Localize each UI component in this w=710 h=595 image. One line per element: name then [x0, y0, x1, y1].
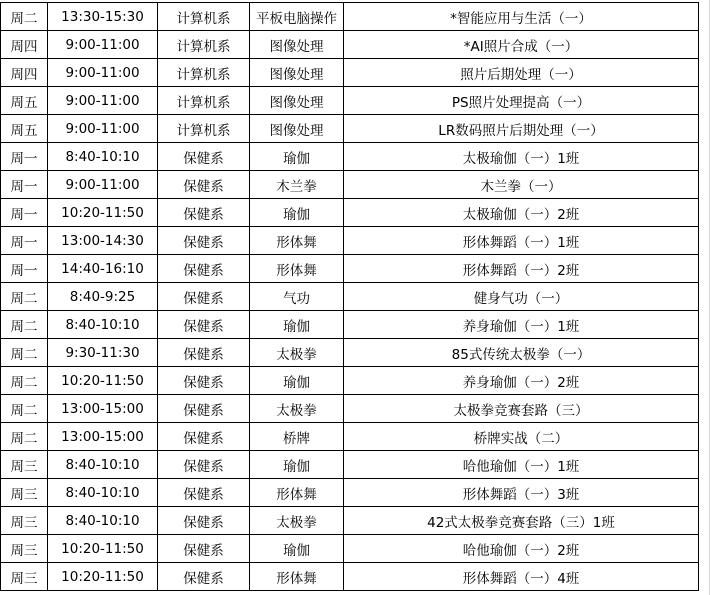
weekday-cell: 周二 [1, 3, 48, 31]
time-cell: 10:20-11:50 [48, 563, 158, 591]
course-name-cell: 哈他瑜伽（一）2班 [344, 535, 699, 563]
time-cell: 9:00-11:00 [48, 115, 158, 143]
weekday-cell: 周一 [1, 227, 48, 255]
department-cell: 保健系 [158, 479, 250, 507]
department-cell: 保健系 [158, 227, 250, 255]
weekday-cell: 周四 [1, 31, 48, 59]
table-row [1, 451, 699, 479]
category-cell: 太极拳 [250, 339, 344, 367]
course-name-cell: 42式太极拳竞赛套路（三）1班 [344, 507, 699, 535]
time-cell: 8:40-10:10 [48, 311, 158, 339]
department-cell: 保健系 [158, 171, 250, 199]
course-name-cell: 太极瑜伽（一）2班 [344, 199, 699, 227]
category-cell: 瑜伽 [250, 367, 344, 395]
table-row [1, 115, 699, 143]
course-name-cell: 木兰拳（一） [344, 171, 699, 199]
table-row [1, 87, 699, 115]
table-row [1, 227, 699, 255]
weekday-cell: 周二 [1, 395, 48, 423]
category-cell: 瑜伽 [250, 143, 344, 171]
table-row [1, 339, 699, 367]
table-row [1, 31, 699, 59]
department-cell: 计算机系 [158, 115, 250, 143]
time-cell: 14:40-16:10 [48, 255, 158, 283]
weekday-cell: 周二 [1, 283, 48, 311]
department-cell: 保健系 [158, 143, 250, 171]
category-cell: 形体舞 [250, 255, 344, 283]
course-name-cell: 形体舞蹈（一）4班 [344, 563, 699, 591]
weekday-cell: 周二 [1, 423, 48, 451]
course-name-cell: 养身瑜伽（一）2班 [344, 367, 699, 395]
time-cell: 8:40-10:10 [48, 451, 158, 479]
time-cell: 8:40-10:10 [48, 479, 158, 507]
course-name-cell: 形体舞蹈（一）2班 [344, 255, 699, 283]
course-name-cell: 桥牌实战（二） [344, 423, 699, 451]
course-name-cell: PS照片处理提高（一） [344, 87, 699, 115]
department-cell: 保健系 [158, 283, 250, 311]
time-cell: 10:20-11:50 [48, 199, 158, 227]
category-cell: 形体舞 [250, 563, 344, 591]
table-row [1, 479, 699, 507]
course-name-cell: 健身气功（一） [344, 283, 699, 311]
weekday-cell: 周一 [1, 171, 48, 199]
department-cell: 保健系 [158, 423, 250, 451]
category-cell: 木兰拳 [250, 171, 344, 199]
department-cell: 保健系 [158, 507, 250, 535]
course-name-cell: 85式传统太极拳（一） [344, 339, 699, 367]
category-cell: 太极拳 [250, 507, 344, 535]
weekday-cell: 周四 [1, 59, 48, 87]
department-cell: 保健系 [158, 535, 250, 563]
time-cell: 13:30-15:30 [48, 3, 158, 31]
table-row [1, 171, 699, 199]
department-cell: 计算机系 [158, 87, 250, 115]
category-cell: 气功 [250, 283, 344, 311]
category-cell: 图像处理 [250, 31, 344, 59]
category-cell: 图像处理 [250, 59, 344, 87]
category-cell: 形体舞 [250, 227, 344, 255]
table-row [1, 507, 699, 535]
category-cell: 瑜伽 [250, 199, 344, 227]
weekday-cell: 周三 [1, 535, 48, 563]
department-cell: 保健系 [158, 199, 250, 227]
weekday-cell: 周一 [1, 143, 48, 171]
table-row [1, 143, 699, 171]
table-row [1, 563, 699, 591]
time-cell: 10:20-11:50 [48, 367, 158, 395]
department-cell: 计算机系 [158, 31, 250, 59]
table-row [1, 311, 699, 339]
course-name-cell: 形体舞蹈（一）1班 [344, 227, 699, 255]
time-cell: 13:00-15:00 [48, 423, 158, 451]
category-cell: 图像处理 [250, 87, 344, 115]
table-row [1, 423, 699, 451]
department-cell: 保健系 [158, 367, 250, 395]
table-row [1, 255, 699, 283]
time-cell: 9:00-11:00 [48, 171, 158, 199]
department-cell: 计算机系 [158, 3, 250, 31]
course-name-cell: *AI照片合成（一） [344, 31, 699, 59]
weekday-cell: 周二 [1, 339, 48, 367]
table-row [1, 59, 699, 87]
weekday-cell: 周五 [1, 87, 48, 115]
table-row [1, 395, 699, 423]
category-cell: 瑜伽 [250, 535, 344, 563]
weekday-cell: 周三 [1, 507, 48, 535]
weekday-cell: 周一 [1, 255, 48, 283]
category-cell: 形体舞 [250, 479, 344, 507]
department-cell: 保健系 [158, 255, 250, 283]
course-name-cell: 哈他瑜伽（一）1班 [344, 451, 699, 479]
category-cell: 平板电脑操作 [250, 3, 344, 31]
time-cell: 13:00-14:30 [48, 227, 158, 255]
category-cell: 瑜伽 [250, 311, 344, 339]
course-name-cell: 形体舞蹈（一）3班 [344, 479, 699, 507]
category-cell: 桥牌 [250, 423, 344, 451]
weekday-cell: 周二 [1, 311, 48, 339]
department-cell: 保健系 [158, 339, 250, 367]
category-cell: 瑜伽 [250, 451, 344, 479]
department-cell: 计算机系 [158, 59, 250, 87]
department-cell: 保健系 [158, 395, 250, 423]
course-name-cell: *智能应用与生活（一） [344, 3, 699, 31]
category-cell: 太极拳 [250, 395, 344, 423]
time-cell: 13:00-15:00 [48, 395, 158, 423]
weekday-cell: 周三 [1, 451, 48, 479]
time-cell: 10:20-11:50 [48, 535, 158, 563]
time-cell: 9:00-11:00 [48, 31, 158, 59]
course-name-cell: 太极瑜伽（一）1班 [344, 143, 699, 171]
time-cell: 9:00-11:00 [48, 87, 158, 115]
table-row [1, 367, 699, 395]
weekday-cell: 周二 [1, 367, 48, 395]
category-cell: 图像处理 [250, 115, 344, 143]
schedule-body [1, 3, 699, 591]
table-row [1, 3, 699, 31]
department-cell: 保健系 [158, 311, 250, 339]
time-cell: 8:40-9:25 [48, 283, 158, 311]
course-name-cell: LR数码照片后期处理（一） [344, 115, 699, 143]
course-schedule-table [0, 2, 699, 591]
weekday-cell: 周五 [1, 115, 48, 143]
weekday-cell: 周一 [1, 199, 48, 227]
time-cell: 9:30-11:30 [48, 339, 158, 367]
table-row [1, 535, 699, 563]
department-cell: 保健系 [158, 451, 250, 479]
department-cell: 保健系 [158, 563, 250, 591]
course-name-cell: 养身瑜伽（一）1班 [344, 311, 699, 339]
time-cell: 8:40-10:10 [48, 143, 158, 171]
time-cell: 9:00-11:00 [48, 59, 158, 87]
time-cell: 8:40-10:10 [48, 507, 158, 535]
weekday-cell: 周三 [1, 563, 48, 591]
table-row [1, 283, 699, 311]
course-name-cell: 照片后期处理（一） [344, 59, 699, 87]
course-name-cell: 太极拳竞赛套路（三） [344, 395, 699, 423]
weekday-cell: 周三 [1, 479, 48, 507]
table-row [1, 199, 699, 227]
